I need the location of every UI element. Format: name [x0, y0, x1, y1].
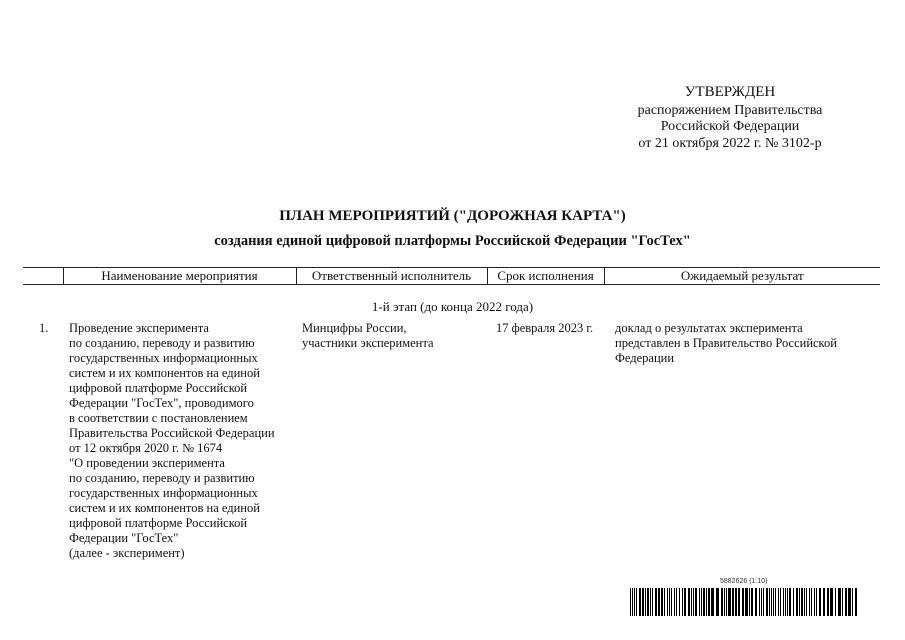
approval-line-1: распоряжением Правительства	[637, 102, 823, 118]
column-header-result: Ожидаемый результат	[604, 268, 880, 285]
row-activity-name: Проведение эксперимента по созданию, переводу и развитию государственных информационных систем и их компонентов на единой цифровой платформе Российской Федерации "ГосТех", проводимого в соответствии с постановлением Правительства Российской Федерации от 12 октября 2020 г. № 1674 "О проведении эксперимента по созданию, переводу и развитию государственных информационных систем и их компонентов на единой цифровой платформе Российской Федерации "ГосТех" (далее - эксперимент)	[69, 321, 275, 560]
column-header-deadline: Срок исполнения	[487, 268, 604, 285]
approval-title: УТВЕРЖДЕН	[684, 84, 776, 100]
column-header-number	[23, 268, 63, 285]
row-expected-result: доклад о результатах эксперимента представлен в Правительство Российской Федерации	[615, 321, 837, 365]
document-subtitle: создания единой цифровой платформы Российской Федерации "ГосТех"	[214, 233, 691, 249]
barcode-label: 5882626 (1.10)	[720, 578, 768, 585]
row-deadline: 17 февраля 2023 г.	[496, 321, 594, 335]
row-responsible: Минцифры России, участники эксперимента	[302, 321, 434, 350]
approval-line-2: Российской Федерации	[660, 119, 800, 134]
column-header-responsible: Ответственный исполнитель	[296, 268, 487, 285]
document-title: ПЛАН МЕРОПРИЯТИЙ ("ДОРОЖНАЯ КАРТА")	[279, 208, 626, 224]
column-header-name: Наименование мероприятия	[63, 268, 296, 285]
approval-stamp	[610, 84, 850, 152]
approval-line-3: от 21 октября 2022 г. № 3102-р	[638, 135, 822, 151]
plan-table-header	[23, 267, 880, 285]
stage-label: 1-й этап (до конца 2022 года)	[371, 299, 534, 314]
row-number: 1.	[39, 321, 49, 335]
barcode-image	[630, 588, 858, 616]
